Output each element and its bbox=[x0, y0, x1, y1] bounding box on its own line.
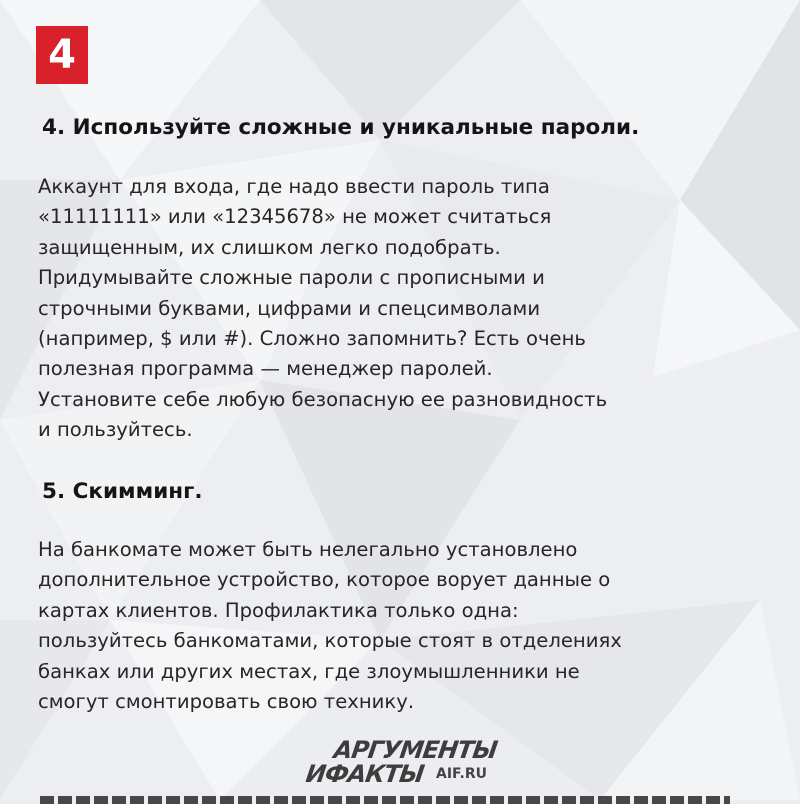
logo-line-2: ИФАКТЫ bbox=[304, 760, 426, 788]
body-line: На банкомате может быть нелегально установлено bbox=[38, 538, 578, 561]
section-body-passwords bbox=[38, 172, 607, 446]
body-line: и пользуйтесь. bbox=[38, 418, 193, 442]
body-line: дополнительное устройство, которое ворует данные о bbox=[38, 568, 611, 592]
body-line: строчными буквами, цифрами и спецсимволами bbox=[38, 296, 541, 320]
issue-number-badge: 4 bbox=[36, 26, 88, 84]
aif-logo bbox=[304, 736, 514, 786]
body-line: полезная программа — менеджер паролей. bbox=[38, 357, 493, 381]
body-line: картах клиентов. Профилактика только одна: bbox=[38, 598, 519, 622]
body-line: защищенным, их слишком легко подобрать. bbox=[38, 235, 501, 259]
body-line: (например, $ или #). Сложно запомнить? Есть очень bbox=[38, 327, 586, 351]
body-line: Придумывайте сложные пароли с прописными и bbox=[38, 266, 545, 290]
body-line: Установите себе любую безопасную ее разновидность bbox=[38, 387, 608, 411]
section-body-skimming bbox=[38, 535, 622, 717]
body-line: смогут смонтировать свою технику. bbox=[38, 690, 415, 714]
section-heading-skimming: 5. Скимминг. bbox=[42, 479, 203, 504]
logo-site: AIF.RU bbox=[436, 766, 488, 782]
logo-line-1: АРГУМЕНТЫ bbox=[332, 736, 499, 764]
body-line: пользуйтесь банкоматами, которые стоят в отделениях bbox=[38, 629, 622, 653]
body-line: Аккаунт для входа, где надо ввести пароль типа bbox=[38, 175, 550, 198]
section-heading-passwords: 4. Используйте сложные и уникальные пароли. bbox=[42, 115, 640, 140]
body-line: «11111111» или «12345678» не может считаться bbox=[38, 205, 552, 229]
body-line: банках или других местах, где злоумышленники не bbox=[38, 659, 580, 683]
next-line-cutoff bbox=[40, 796, 730, 804]
